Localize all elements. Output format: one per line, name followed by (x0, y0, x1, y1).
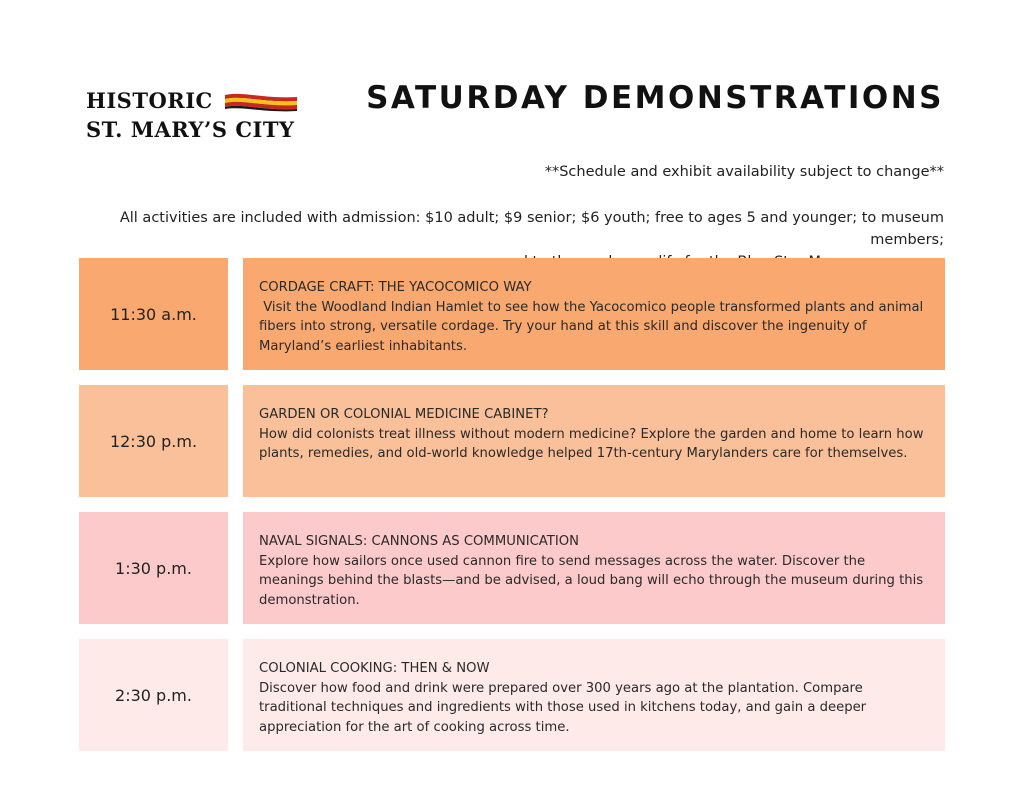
schedule-row (79, 258, 945, 370)
schedule-notice: **Schedule and exhibit availability subject to change** (544, 164, 944, 180)
description-cell (243, 639, 945, 751)
schedule-row (79, 512, 945, 624)
activity-body: Visit the Woodland Indian Hamlet to see how the Yacocomico people transformed plants and animal fibers into strong, versatile cordage. Try your hand at this skill and discover the ingenuity of Maryland’s earliest inhabitants. (259, 299, 928, 354)
activity-heading: GARDEN OR COLONIAL MEDICINE CABINET? (259, 407, 549, 422)
activity-heading: NAVAL SIGNALS: CANNONS AS COMMUNICATION (259, 534, 579, 549)
description-cell (243, 512, 945, 624)
schedule-row (79, 385, 945, 497)
activity-heading: COLONIAL COOKING: THEN & NOW (259, 661, 490, 676)
page-title: SATURDAY DEMONSTRATIONS (366, 80, 944, 116)
time-cell: 12:30 p.m. (79, 385, 228, 497)
admission-line-1: All activities are included with admission: $10 adult; $9 senior; $6 youth; free to ages 5 and younger; to museum members; (119, 210, 944, 248)
logo-line-1: HISTORIC (86, 88, 213, 113)
schedule-row (79, 639, 945, 751)
activity-body: How did colonists treat illness without modern medicine? Explore the garden and home to learn how plants, remedies, and old-world knowledge helped 17th-century Marylanders care for themselves. (259, 426, 924, 461)
time-cell: 2:30 p.m. (79, 639, 228, 751)
logo (86, 88, 316, 144)
time-cell: 11:30 a.m. (79, 258, 228, 370)
activity-heading: CORDAGE CRAFT: THE YACOCOMICO WAY (259, 280, 532, 295)
activity-body: Explore how sailors once used cannon fire to send messages across the water. Discover the meanings behind the blasts—and be advised, a loud bang will echo through the museum during this demonstration. (259, 553, 924, 608)
activity-body: Discover how food and drink were prepared over 300 years ago at the plantation. Compare traditional techniques and ingredients with those used in kitchens today, and gain a deeper appreciation for the art of cooking across time. (259, 680, 867, 735)
description-cell (243, 258, 945, 370)
flag-banner-icon (223, 91, 299, 113)
logo-line-2: ST. MARY’S CITY (86, 117, 295, 142)
time-cell: 1:30 p.m. (79, 512, 228, 624)
description-cell (243, 385, 945, 497)
